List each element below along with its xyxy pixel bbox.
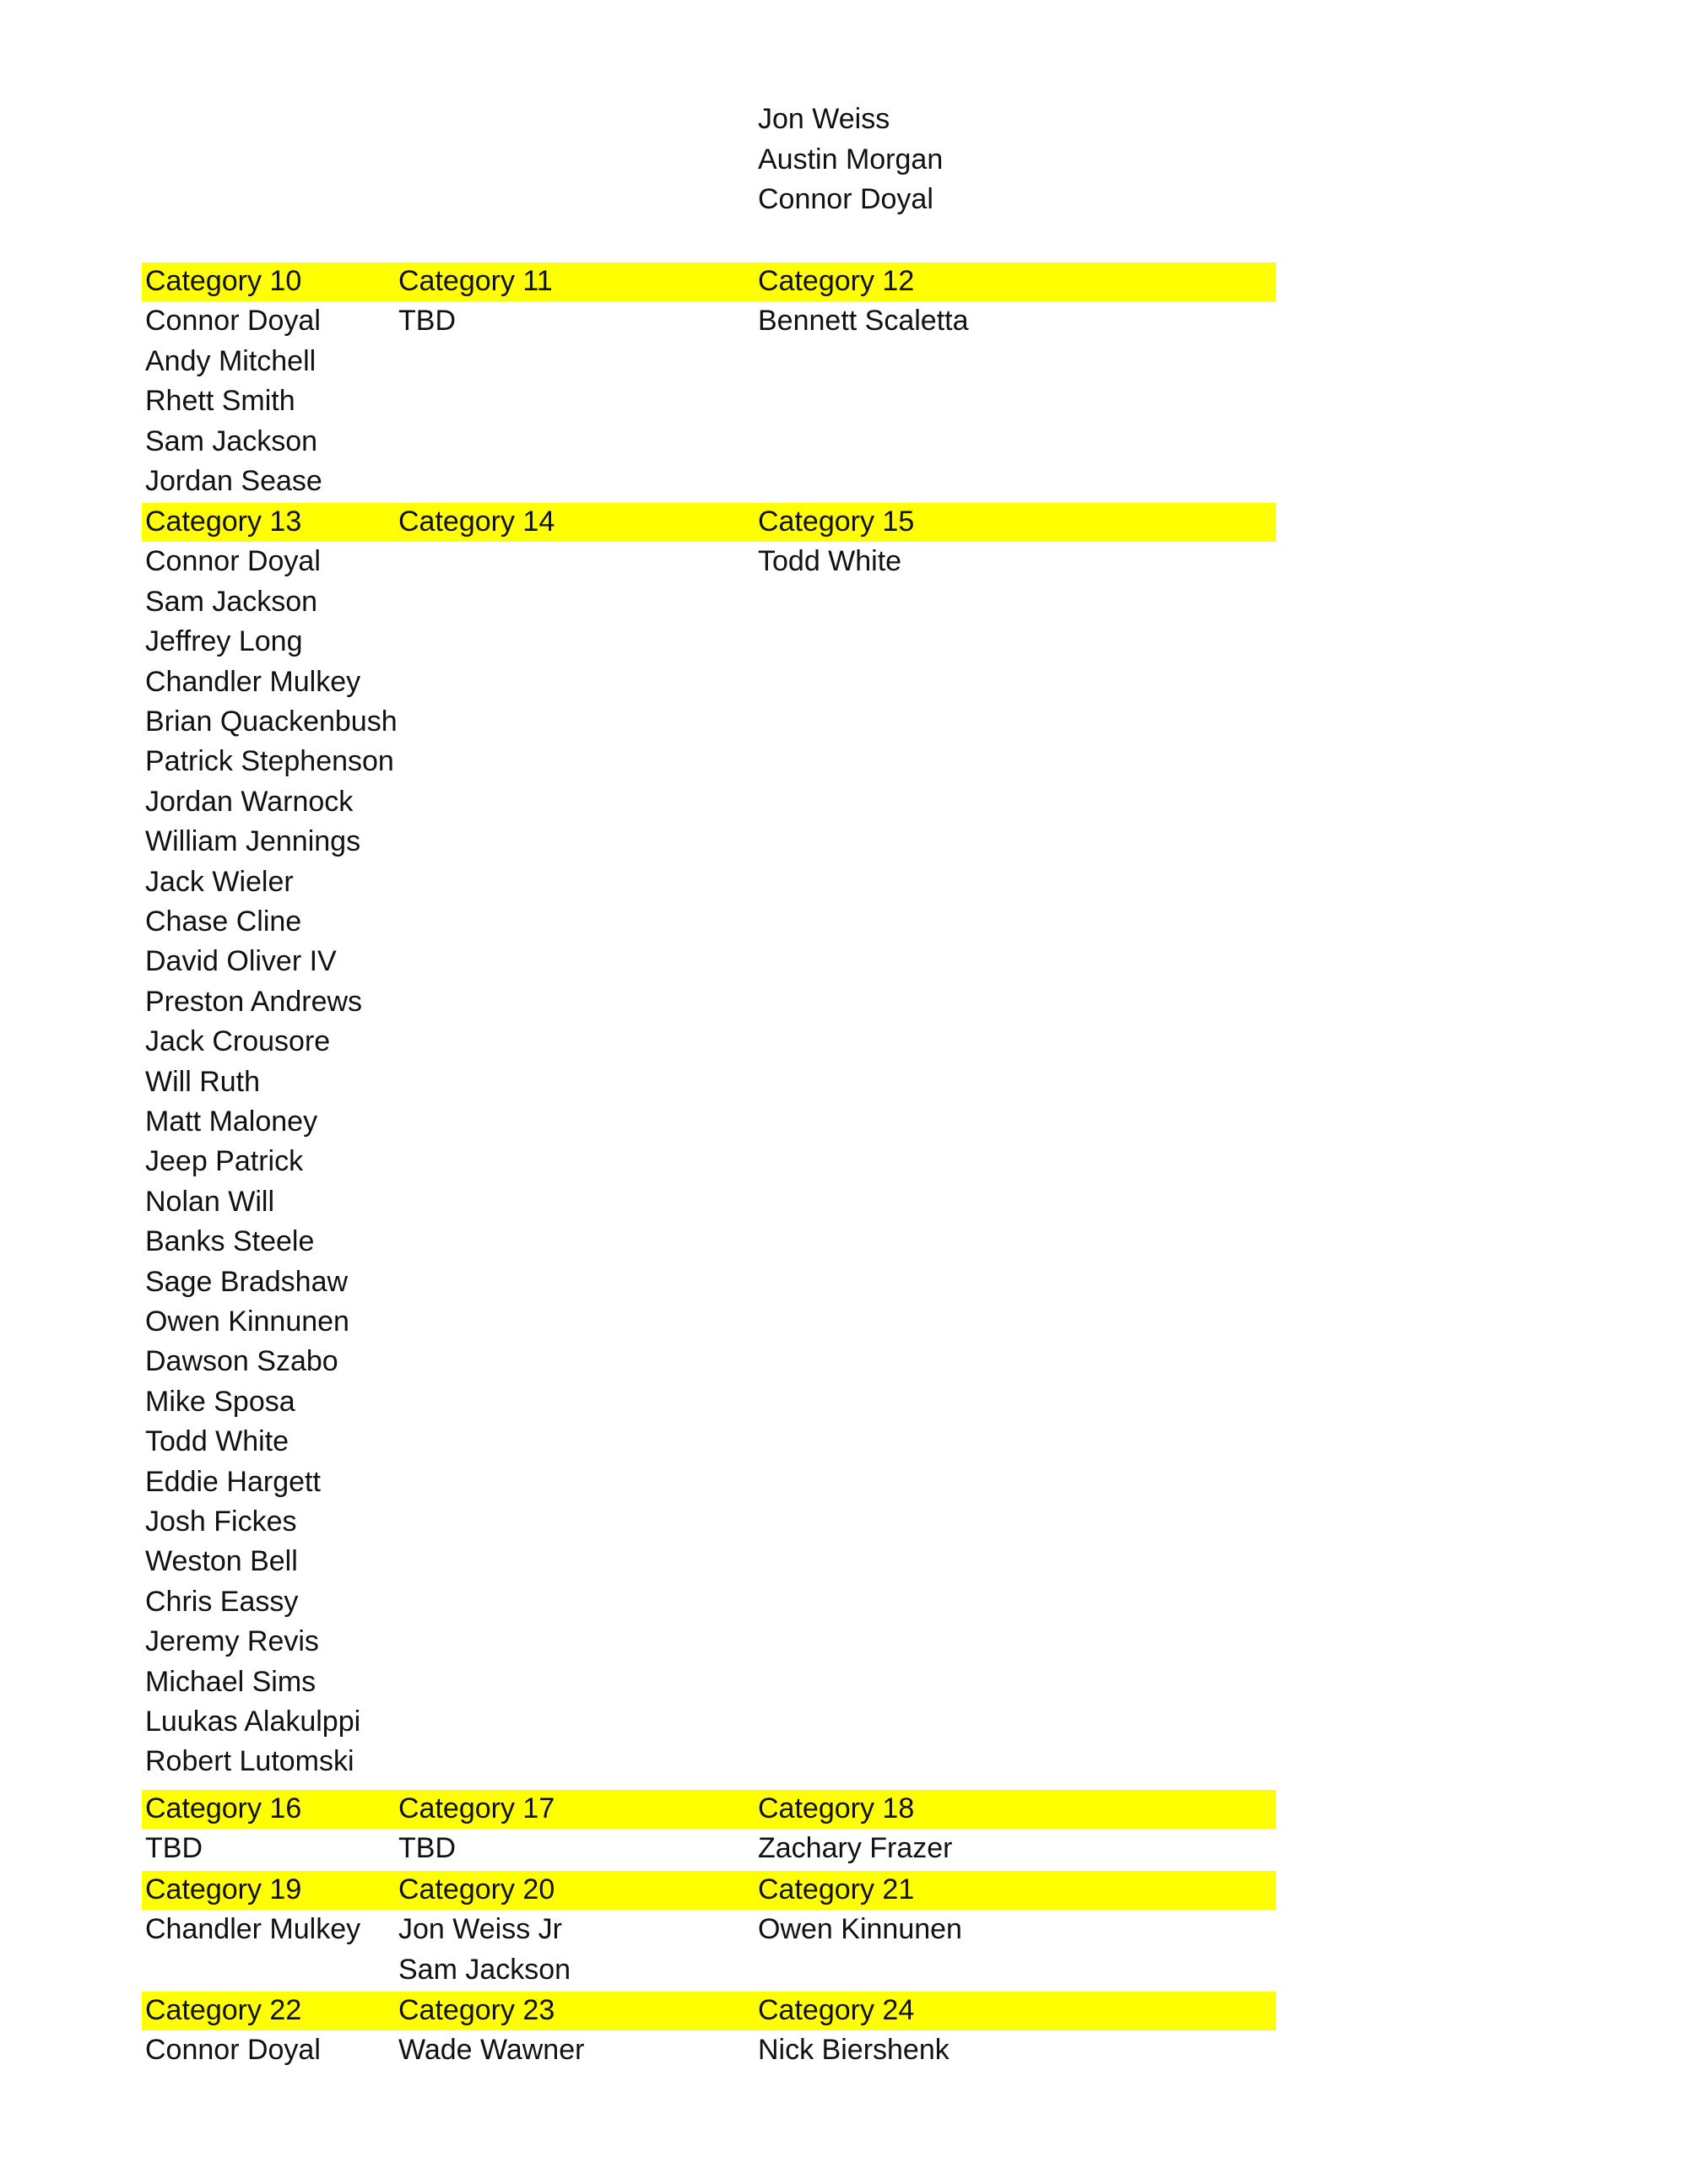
name-cell: Connor Doyal bbox=[758, 183, 933, 215]
category-header-row bbox=[142, 1992, 1276, 2030]
name-cell: Jeffrey Long bbox=[145, 625, 303, 657]
name-cell: Chandler Mulkey bbox=[145, 1913, 361, 1945]
category-header: Category 18 bbox=[758, 1792, 915, 1825]
name-cell: Sage Bradshaw bbox=[145, 1266, 349, 1298]
name-cell: Luukas Alakulppi bbox=[145, 1706, 361, 1738]
category-header: Category 10 bbox=[145, 265, 302, 297]
category-header: Category 19 bbox=[145, 1873, 302, 1906]
name-cell: TBD bbox=[398, 1832, 456, 1864]
name-cell: Mike Sposa bbox=[145, 1386, 295, 1418]
name-cell: Austin Morgan bbox=[758, 143, 944, 176]
category-header: Category 22 bbox=[145, 1994, 302, 2026]
name-cell: Todd White bbox=[145, 1425, 289, 1457]
name-cell: TBD bbox=[398, 305, 456, 337]
name-cell: Sam Jackson bbox=[398, 1954, 571, 1986]
name-cell: Dawson Szabo bbox=[145, 1345, 338, 1377]
name-cell: Jeremy Revis bbox=[145, 1625, 319, 1657]
name-cell: Robert Lutomski bbox=[145, 1745, 354, 1777]
name-cell: Sam Jackson bbox=[145, 425, 318, 457]
name-cell: Jack Crousore bbox=[145, 1025, 331, 1057]
name-cell: Patrick Stephenson bbox=[145, 745, 394, 777]
name-cell: Owen Kinnunen bbox=[758, 1913, 962, 1945]
category-header-row bbox=[142, 503, 1276, 542]
category-header: Category 14 bbox=[398, 505, 555, 538]
category-header: Category 12 bbox=[758, 265, 915, 297]
name-cell: Brian Quackenbush bbox=[145, 705, 398, 738]
name-cell: TBD bbox=[145, 1832, 203, 1864]
name-cell: Zachary Frazer bbox=[758, 1832, 953, 1864]
name-cell: Will Ruth bbox=[145, 1066, 261, 1098]
name-cell: Matt Maloney bbox=[145, 1106, 318, 1138]
category-header: Category 13 bbox=[145, 505, 302, 538]
name-cell: Banks Steele bbox=[145, 1225, 315, 1257]
name-cell: Jon Weiss bbox=[758, 103, 890, 135]
category-header: Category 11 bbox=[398, 265, 553, 297]
category-header: Category 15 bbox=[758, 505, 915, 538]
name-cell: Jack Wieler bbox=[145, 866, 294, 898]
category-header: Category 17 bbox=[398, 1792, 555, 1825]
category-header-row bbox=[142, 262, 1276, 301]
name-cell: Bennett Scaletta bbox=[758, 305, 969, 337]
name-cell: Connor Doyal bbox=[145, 545, 321, 577]
category-header: Category 23 bbox=[398, 1994, 555, 2026]
name-cell: Jeep Patrick bbox=[145, 1145, 304, 1177]
name-cell: Chris Eassy bbox=[145, 1586, 299, 1618]
name-cell: Jon Weiss Jr bbox=[398, 1913, 562, 1945]
name-cell: Sam Jackson bbox=[145, 586, 318, 618]
name-cell: William Jennings bbox=[145, 825, 361, 857]
name-cell: Connor Doyal bbox=[145, 2034, 321, 2066]
name-cell: David Oliver IV bbox=[145, 945, 337, 977]
name-cell: Chase Cline bbox=[145, 905, 302, 938]
category-header-row bbox=[142, 1871, 1276, 1910]
category-header: Category 16 bbox=[145, 1792, 302, 1825]
category-header: Category 24 bbox=[758, 1994, 915, 2026]
name-cell: Michael Sims bbox=[145, 1666, 316, 1698]
name-cell: Nick Biershenk bbox=[758, 2034, 950, 2066]
name-cell: Rhett Smith bbox=[145, 385, 295, 417]
name-cell: Eddie Hargett bbox=[145, 1466, 321, 1498]
name-cell: Josh Fickes bbox=[145, 1506, 297, 1538]
name-cell: Chandler Mulkey bbox=[145, 666, 361, 698]
name-cell: Jordan Warnock bbox=[145, 786, 354, 818]
name-cell: Connor Doyal bbox=[145, 305, 321, 337]
category-header: Category 20 bbox=[398, 1873, 555, 1906]
name-cell: Todd White bbox=[758, 545, 902, 577]
name-cell: Andy Mitchell bbox=[145, 345, 316, 377]
name-cell: Jordan Sease bbox=[145, 465, 322, 497]
name-cell: Nolan Will bbox=[145, 1186, 275, 1218]
name-cell: Owen Kinnunen bbox=[145, 1306, 349, 1338]
category-header: Category 21 bbox=[758, 1873, 915, 1906]
name-cell: Wade Wawner bbox=[398, 2034, 585, 2066]
category-header-row bbox=[142, 1790, 1276, 1829]
name-cell: Preston Andrews bbox=[145, 986, 363, 1018]
name-cell: Weston Bell bbox=[145, 1545, 298, 1577]
